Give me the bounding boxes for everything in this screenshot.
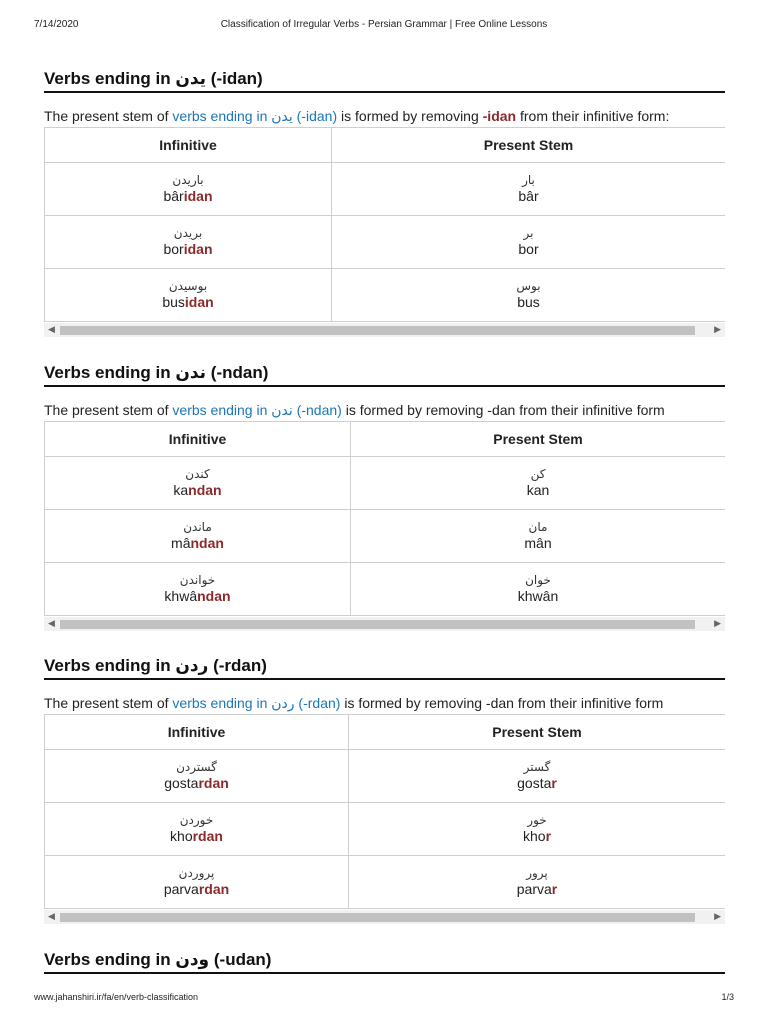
horizontal-scrollbar[interactable] bbox=[44, 617, 725, 631]
print-date: 7/14/2020 bbox=[34, 19, 79, 30]
col-infinitive: Infinitive bbox=[45, 422, 351, 457]
section-heading: Verbs ending in یدن (-idan) bbox=[44, 67, 725, 93]
horizontal-scrollbar[interactable] bbox=[44, 910, 725, 924]
infinitive-cell: باریدن bâridan bbox=[45, 163, 332, 216]
scroll-left-icon[interactable]: ◀ bbox=[48, 911, 55, 921]
page-url: www.jahanshiri.ir/fa/en/verb-classification bbox=[34, 992, 199, 1002]
scroll-thumb[interactable] bbox=[60, 620, 695, 629]
infinitive-cell: ماندن mândan bbox=[45, 510, 351, 563]
stem-cell: گستر gostar bbox=[349, 750, 726, 803]
infinitive-cell: بوسیدن busidan bbox=[45, 269, 332, 322]
section-heading: Verbs ending in ردن (-rdan) bbox=[44, 654, 725, 680]
scroll-thumb[interactable] bbox=[60, 913, 695, 922]
scroll-right-icon[interactable]: ▶ bbox=[714, 324, 721, 334]
section-intro: The present stem of verbs ending in ردن (-rdan) is formed by removing -dan from their infinitive form bbox=[44, 695, 664, 711]
verbs-link[interactable]: verbs ending in ردن (-rdan) bbox=[172, 695, 341, 711]
section-idan bbox=[44, 67, 725, 337]
scroll-left-icon[interactable]: ◀ bbox=[48, 618, 55, 628]
heading-persian: ودن bbox=[175, 950, 210, 969]
section-intro: The present stem of verbs ending in یدن (-idan) is formed by removing -idan from their infinitive form: bbox=[44, 108, 670, 124]
table-header-row bbox=[45, 128, 726, 163]
scroll-right-icon[interactable]: ▶ bbox=[714, 618, 721, 628]
table-header-row bbox=[45, 715, 726, 750]
table-row bbox=[45, 269, 726, 322]
verbs-link[interactable]: verbs ending in یدن (-idan) bbox=[172, 108, 338, 124]
table-row bbox=[45, 803, 726, 856]
table-row bbox=[45, 750, 726, 803]
stem-cell: کن kan bbox=[351, 457, 726, 510]
table-row bbox=[45, 510, 726, 563]
stem-cell: بر bor bbox=[332, 216, 726, 269]
col-present-stem: Present Stem bbox=[351, 422, 726, 457]
col-infinitive: Infinitive bbox=[45, 128, 332, 163]
verb-table bbox=[44, 714, 725, 909]
infinitive-cell: گستردن gostardan bbox=[45, 750, 349, 803]
stem-cell: خور khor bbox=[349, 803, 726, 856]
verb-table bbox=[44, 421, 725, 616]
infinitive-cell: پروردن parvardan bbox=[45, 856, 349, 909]
horizontal-scrollbar[interactable] bbox=[44, 323, 725, 337]
section-ndan bbox=[44, 361, 725, 631]
stem-cell: پرور parvar bbox=[349, 856, 726, 909]
infinitive-cell: خوردن khordan bbox=[45, 803, 349, 856]
col-present-stem: Present Stem bbox=[349, 715, 726, 750]
section-udan bbox=[44, 948, 725, 974]
table-row bbox=[45, 563, 726, 616]
section-rdan bbox=[44, 654, 725, 924]
table-row bbox=[45, 216, 726, 269]
heading-persian: ندن bbox=[175, 363, 207, 382]
page-header bbox=[0, 0, 768, 30]
section-intro: The present stem of verbs ending in ندن (-ndan) is formed by removing -dan from their infinitive form bbox=[44, 402, 665, 418]
page-number: 1/3 bbox=[721, 992, 734, 1002]
verbs-link[interactable]: verbs ending in ندن (-ndan) bbox=[172, 402, 342, 418]
col-infinitive: Infinitive bbox=[45, 715, 349, 750]
verb-table bbox=[44, 127, 725, 322]
scroll-left-icon[interactable]: ◀ bbox=[48, 324, 55, 334]
stem-cell: بار bâr bbox=[332, 163, 726, 216]
stem-cell: بوس bus bbox=[332, 269, 726, 322]
heading-persian: ردن bbox=[175, 656, 209, 675]
table-row bbox=[45, 856, 726, 909]
table-row bbox=[45, 163, 726, 216]
scroll-right-icon[interactable]: ▶ bbox=[714, 911, 721, 921]
stem-cell: مان mân bbox=[351, 510, 726, 563]
section-heading: Verbs ending in ندن (-ndan) bbox=[44, 361, 725, 387]
table-row bbox=[45, 457, 726, 510]
scroll-thumb[interactable] bbox=[60, 326, 695, 335]
table-header-row bbox=[45, 422, 726, 457]
infinitive-cell: بریدن boridan bbox=[45, 216, 332, 269]
stem-cell: خوان khwân bbox=[351, 563, 726, 616]
page-title: Classification of Irregular Verbs - Persian Grammar | Free Online Lessons bbox=[220, 19, 548, 30]
heading-persian: یدن bbox=[175, 69, 207, 88]
col-present-stem: Present Stem bbox=[332, 128, 726, 163]
infinitive-cell: خواندن khwândan bbox=[45, 563, 351, 616]
infinitive-cell: کندن kandan bbox=[45, 457, 351, 510]
section-heading: Verbs ending in ودن (-udan) bbox=[44, 948, 725, 974]
